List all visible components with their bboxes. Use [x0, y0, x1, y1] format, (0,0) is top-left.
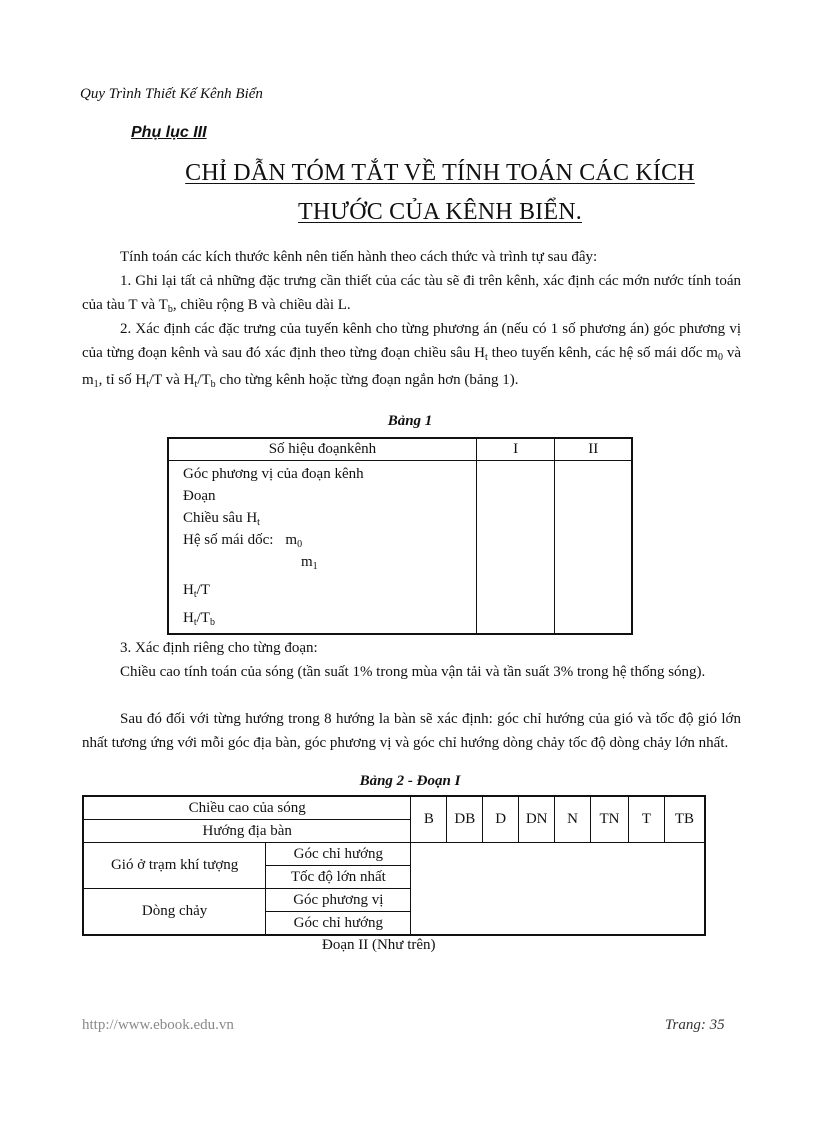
table-2-current-group-label: Dòng chảy [83, 889, 266, 936]
table-2-sub-label: Góc phương vị [266, 889, 411, 912]
table-2-wave-height-label: Chiều cao của sóng [83, 796, 411, 820]
paragraph-step-3: 3. Xác định riêng cho từng đoạn: [120, 640, 318, 656]
table-2-wind-group-label: Gió ở trạm khí tượng [83, 843, 266, 889]
table-2-caption: Bảng 2 - Đoạn I [359, 773, 461, 789]
table-2-direction-header: B [411, 796, 447, 843]
table-2-direction-header: T [629, 796, 665, 843]
table-2-sub-label: Góc chỉ hướng [266, 912, 411, 936]
table-1-labels-cell [168, 461, 476, 635]
table-2-row [83, 843, 705, 866]
table-1-cell-ii [555, 461, 632, 635]
table-1-body-row [168, 461, 632, 635]
table-2 [82, 795, 706, 936]
table-2-direction-header: DB [447, 796, 483, 843]
table-1-row-label: $m_1$ [301, 554, 318, 572]
table-2-sub-label: Góc chỉ hướng [266, 843, 411, 866]
table-2-note: Đoạn II (Như trên) [322, 937, 436, 953]
table-1 [167, 437, 633, 635]
table-1-header-cell: II [555, 438, 632, 461]
table-1-header-cell: I [476, 438, 555, 461]
paragraph-step-1: 1. Ghi lại tất cả những đặc trưng cần thiết của các tàu sẽ đi trên kênh, xác định các mớn nước tính toán của tàu T và $T_b$, chiều rộng B và chiều dài L. [82, 273, 741, 315]
table-1-row-label: Hệ số mái dốc: $m_0$ [183, 532, 303, 550]
paragraph-step-2: 2. Xác định các đặc trưng của tuyến kênh cho từng phương án (nếu có 1 số phương án) góc phương vị của từng đoạn kênh và sau đó xác định theo từng đoạn chiều sâu $H_t$ theo tuyến kênh, các hệ số mái dốc $m_0$ và $m_1$, tỉ số $H_t/T$ và $H_t/T_b$ cho từng kênh hoặc từng đoạn ngắn hơn (bảng 1). [82, 321, 741, 390]
section-title-line-2: THƯỚC CỦA KÊNH BIỂN. [298, 199, 582, 225]
table-1-row-label: Đoạn [183, 488, 216, 504]
table-2-direction-header: DN [519, 796, 555, 843]
table-1-row-label: Chiều sâu $H_t$ [183, 510, 260, 528]
table-1-row-label: $H_t/T_b$ [183, 610, 215, 628]
section-title-line-1: CHỈ DẪN TÓM TẮT VỀ TÍNH TOÁN CÁC KÍCH [185, 160, 695, 186]
table-2-direction-header: N [555, 796, 591, 843]
paragraph-intro: Tính toán các kích thước kênh nên tiến hành theo cách thức và trình tự sau đây: [120, 249, 598, 265]
table-2-row [83, 796, 705, 820]
footer-page-number: Trang: 35 [665, 1017, 725, 1033]
table-1-caption: Bảng 1 [387, 413, 433, 429]
footer-url: http://www.ebook.edu.vn [82, 1017, 234, 1033]
document-header-title: Quy Trình Thiết Kế Kênh Biển [80, 86, 263, 102]
table-2-data-area [411, 843, 705, 936]
table-2-direction-header: TB [664, 796, 705, 843]
table-1-header-row [168, 438, 632, 461]
table-1-row-label: Góc phương vị của đoạn kênh [183, 466, 364, 482]
table-2-direction-header: TN [591, 796, 629, 843]
table-2-sub-label: Tốc độ lớn nhất [266, 866, 411, 889]
paragraph-compass-directions: Sau đó đối với từng hướng trong 8 hướng la bàn sẽ xác định: góc chỉ hướng của gió và tốc độ gió lớn nhất tương ứng với mỗi góc địa bàn, góc phương vị và góc chỉ hướng dòng chảy tốc độ dòng chảy lớn nhất. [82, 711, 741, 751]
table-1-cell-i [476, 461, 555, 635]
table-2-direction-header: D [483, 796, 519, 843]
table-2-direction-label: Hướng địa bàn [83, 820, 411, 843]
table-1-header-cell: Số hiệu đoạnkênh [168, 438, 476, 461]
table-1-row-label: $H_t/T$ [183, 582, 210, 600]
appendix-label: Phụ lục III [131, 124, 207, 141]
paragraph-wave-height: Chiều cao tính toán của sóng (tần suất 1% trong mùa vận tải và tần suất 3% trong hệ thống sóng). [120, 664, 706, 680]
